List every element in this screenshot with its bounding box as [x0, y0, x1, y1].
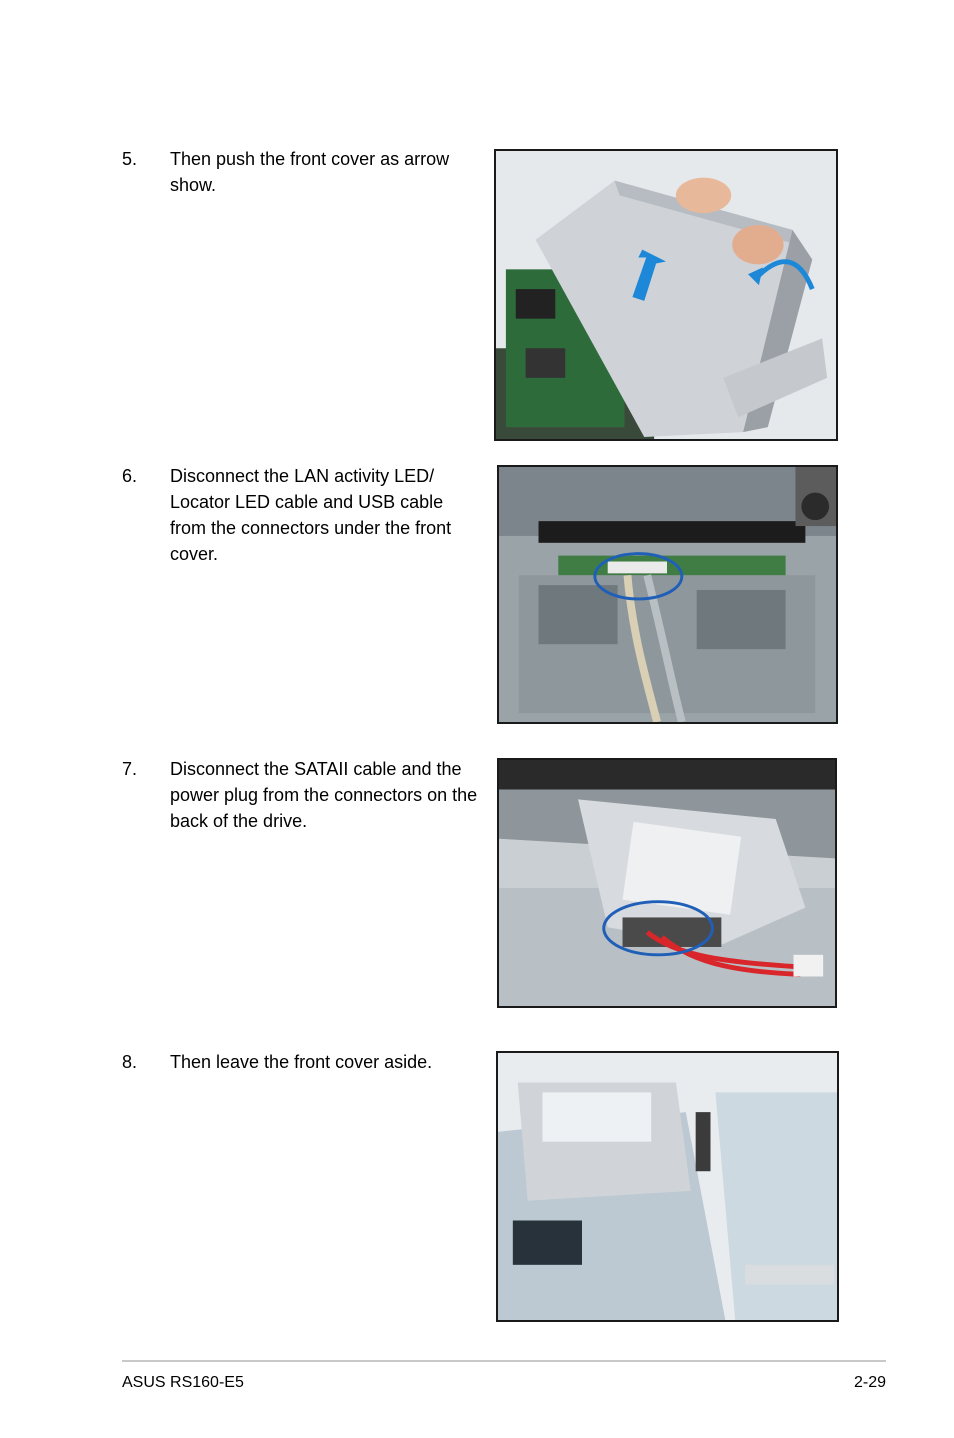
step-text: Then leave the front cover aside. [170, 1052, 433, 1072]
photo-front-cover-aside [496, 1051, 839, 1322]
step-number: 7. [122, 759, 138, 779]
photo-disconnect-sata-power [497, 758, 837, 1008]
step-text: Disconnect the SATAII cable and the power plug from the connectors on the back of the drive. [170, 759, 478, 831]
photo-push-front-cover [494, 149, 838, 441]
step-number: 8. [122, 1052, 138, 1072]
step-number: 5. [122, 149, 138, 169]
photo-disconnect-led-usb [497, 465, 838, 724]
step-number: 6. [122, 466, 138, 486]
footer-rule [122, 1360, 886, 1362]
step-text: Disconnect the LAN activity LED/ Locator LED cable and USB cable from the connectors under the front cover. [170, 466, 452, 564]
footer-page-number: 2-29 [853, 1374, 886, 1391]
footer-product: ASUS RS160-E5 [122, 1374, 244, 1391]
step-text: Then push the front cover as arrow show. [170, 149, 450, 195]
